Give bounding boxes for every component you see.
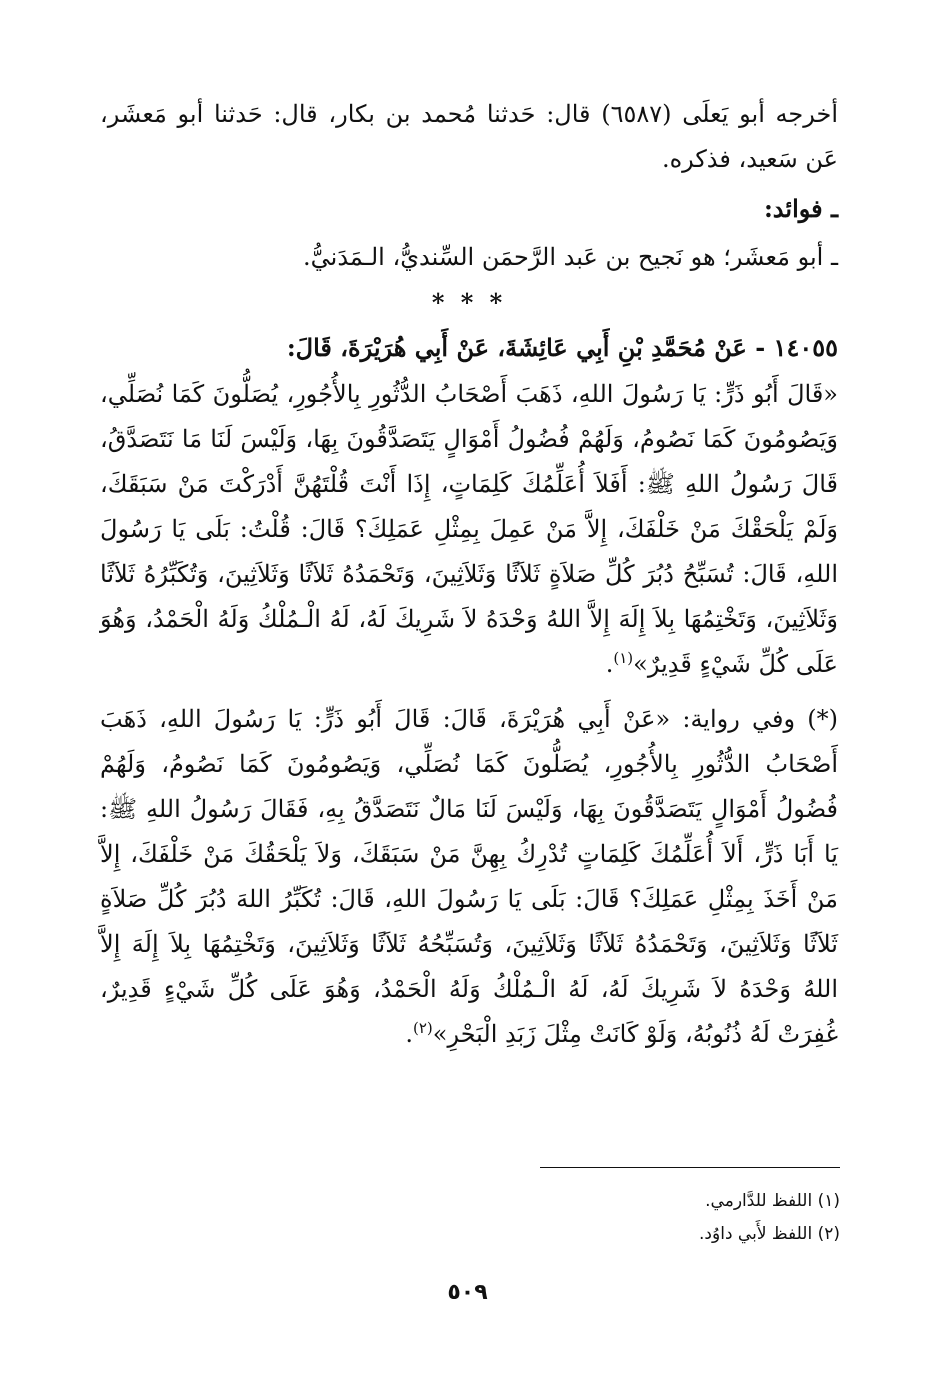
- footnote-ref-1: (١): [613, 649, 634, 667]
- riwaya-paragraph: (*) وفي رواية: «عَنْ أَبِي هُرَيْرَةَ، قَالَ: قَالَ أَبُو ذَرٍّ: يَا رَسُولَ اللهِ، ذَهَبَ أَصْحَابُ الدُّثُورِ بِالأُجُورِ، يُصَلُّونَ كَمَا نُصَلِّي، وَيَصُومُونَ كَمَا نَصُومُ، وَلَهُمْ فُضُولُ أَمْوَالٍ يَتَصَدَّقُونَ بِهَا، وَلَيْسَ لَنَا مَالٌ نَتَصَدَّقُ بِهِ، فَقَالَ رَسُولُ اللهِ ﷺ: يَا أَبَا ذَرٍّ، أَلاَ أُعَلِّمُكَ كَلِمَاتٍ تُدْرِكُ بِهِنَّ مَنْ سَبَقَكَ، وَلاَ يَلْحَقُكَ مَنْ خَلْفَكَ، إِلاَّ مَنْ أَخَذَ بِمِثْلِ عَمَلِكَ؟ قَالَ: بَلَى يَا رَسُولَ اللهِ، قَالَ: تُكَبِّرُ اللهَ دُبُرَ كُلِّ صَلاَةٍ ثَلاَثًا وَثَلاَثِينَ، وَتَحْمَدُهُ ثَلاَثًا وَثَلاَثِينَ، وَتُسَبِّحُهُ ثَلاَثًا وَثَلاَثِينَ، وَتَخْتِمُهَا بِلاَ إِلَهَ إِلاَّ اللهُ وَحْدَهُ لاَ شَرِيكَ لَهُ، لَهُ الْـمُلْكُ وَلَهُ الْحَمْدُ، وَهُوَ عَلَى كُلِّ شَيْءٍ قَدِيرٌ، غُفِرَتْ لَهُ ذُنُوبُهُ، وَلَوْ كَانَتْ مِثْلَ زَبَدِ الْبَحْرِ»$^{(٢)}$.: [100, 705, 838, 1048]
- takhrij-paragraph: أخرجه أبو يَعلَى (٦٥٨٧) قال: حَدثنا مُحمد بن بكار، قال: حَدثنا أبو مَعشَر، عَن سَعيد، فذكره.: [100, 100, 839, 173]
- footnote-divider: [540, 1167, 840, 1168]
- footnotes: [420, 1185, 840, 1251]
- riwaya-text: (*) وفي رواية: «عَنْ أَبِي هُرَيْرَةَ، قَالَ: قَالَ أَبُو ذَرٍّ: يَا رَسُولَ اللهِ، ذَهَبَ أَصْحَابُ الدُّثُورِ بِالأُجُورِ، يُصَلُّونَ كَمَا نُصَلِّي، وَيَصُومُونَ كَمَا نَصُومُ، وَلَهُمْ فُضُولُ أَمْوَالٍ يَتَصَدَّقُونَ بِهَا، وَلَيْسَ لَنَا مَالٌ نَتَصَدَّقُ بِهِ، فَقَالَ رَسُولُ اللهِ ﷺ: يَا أَبَا ذَرٍّ، أَلاَ أُعَلِّمُكَ كَلِمَاتٍ تُدْرِكُ بِهِنَّ مَنْ سَبَقَكَ، وَلاَ يَلْحَقُكَ مَنْ خَلْفَكَ، إِلاَّ مَنْ أَخَذَ بِمِثْلِ عَمَلِكَ؟ قَالَ: بَلَى يَا رَسُولَ اللهِ، قَالَ: تُكَبِّرُ اللهَ دُبُرَ كُلِّ صَلاَةٍ ثَلاَثًا وَثَلاَثِينَ، وَتَحْمَدُهُ ثَلاَثًا وَثَلاَثِينَ، وَتُسَبِّحُهُ ثَلاَثًا وَثَلاَثِينَ، وَتَخْتِمُهَا بِلاَ إِلَهَ إِلاَّ اللهُ وَحْدَهُ لاَ شَرِيكَ لَهُ، لَهُ الْـمُلْكُ وَلَهُ الْحَمْدُ، وَهُوَ عَلَى كُلِّ شَيْءٍ قَدِيرٌ، غُفِرَتْ لَهُ ذُنُوبُهُ، وَلَوْ كَانَتْ مِثْلَ زَبَدِ الْبَحْرِ»: [100, 705, 838, 1048]
- footnote-ref-2: (٢): [412, 1019, 433, 1037]
- footnote-2: (٢) اللفظ لأَبي داوُد.: [699, 1224, 840, 1244]
- hadith-text: «قَالَ أَبُو ذَرٍّ: يَا رَسُولَ اللهِ، ذَهَبَ أَصْحَابُ الدُّثُورِ بِالأُجُورِ، يُصَلُّونَ كَمَا نُصَلِّي، وَيَصُومُونَ كَمَا نَصُومُ، وَلَهُمْ فُضُولُ أَمْوَالٍ يَتَصَدَّقُونَ بِهَا، وَلَيْسَ لَنَا مَا نَتَصَدَّقُ، قَالَ رَسُولُ اللهِ ﷺ: أَفَلاَ أُعَلِّمُكَ كَلِمَاتٍ، إِذَا أَنْتَ قُلْتَهُنَّ أَدْرَكْتَ مَنْ سَبَقَكَ، وَلَمْ يَلْحَقْكَ مَنْ خَلْفَكَ، إِلاَّ مَنْ عَمِلَ بِمِثْلِ عَمَلِكَ؟ قَالَ: قُلْتُ: بَلَى يَا رَسُولَ اللهِ، قَالَ: تُسَبِّحُ دُبُرَ كُلِّ صَلاَةٍ ثَلاَثًا وَثَلاَثِينَ، وَتَحْمَدُهُ ثَلاَثًا وَثَلاَثِينَ، وَتُكَبِّرُهُ ثَلاَثًا وَثَلاَثِينَ، وَتَخْتِمُهَا بِلاَ إِلَهَ إِلاَّ اللهُ وَحْدَهُ لاَ شَرِيكَ لَهُ، لَهُ الْـمُلْكُ وَلَهُ الْحَمْدُ، وَهُوَ عَلَى كُلِّ شَيْءٍ قَدِيرٌ»: [100, 380, 838, 678]
- hadith-text-paragraph: «قَالَ أَبُو ذَرٍّ: يَا رَسُولَ اللهِ، ذَهَبَ أَصْحَابُ الدُّثُورِ بِالأُجُورِ، يُصَلُّونَ كَمَا نُصَلِّي، وَيَصُومُونَ كَمَا نَصُومُ، وَلَهُمْ فُضُولُ أَمْوَالٍ يَتَصَدَّقُونَ بِهَا، وَلَيْسَ لَنَا مَا نَتَصَدَّقُ، قَالَ رَسُولُ اللهِ ﷺ: أَفَلاَ أُعَلِّمُكَ كَلِمَاتٍ، إِذَا أَنْتَ قُلْتَهُنَّ أَدْرَكْتَ مَنْ سَبَقَكَ، وَلَمْ يَلْحَقْكَ مَنْ خَلْفَكَ، إِلاَّ مَنْ عَمِلَ بِمِثْلِ عَمَلِكَ؟ قَالَ: قُلْتُ: بَلَى يَا رَسُولَ اللهِ، قَالَ: تُسَبِّحُ دُبُرَ كُلِّ صَلاَةٍ ثَلاَثًا وَثَلاَثِينَ، وَتَحْمَدُهُ ثَلاَثًا وَثَلاَثِينَ، وَتُكَبِّرُهُ ثَلاَثًا وَثَلاَثِينَ، وَتَخْتِمُهَا بِلاَ إِلَهَ إِلاَّ اللهُ وَحْدَهُ لاَ شَرِيكَ لَهُ، لَهُ الْـمُلْكُ وَلَهُ الْحَمْدُ، وَهُوَ عَلَى كُلِّ شَيْءٍ قَدِيرٌ»$^{(١)}$.: [100, 380, 838, 678]
- benefits-note: ـ أبو مَعشَر؛ هو نَجيح بن عَبد الرَّحمَن السِّنديُّ، الـمَدَنيُّ.: [303, 243, 838, 271]
- page-number: ٥٠٩: [447, 1280, 488, 1305]
- separator-stars: * * *: [431, 288, 507, 317]
- benefits-heading: ـ فوائد:: [763, 194, 838, 223]
- footnote-1: (١) اللفظ للدَّارمي.: [705, 1191, 840, 1211]
- main-text: [100, 92, 838, 1057]
- hadith-heading: ١٤٠٥٥ - عَنْ مُحَمَّدِ بْنِ أَبِي عَائِشَةَ، عَنْ أَبِي هُرَيْرَةَ، قَالَ:: [286, 333, 838, 362]
